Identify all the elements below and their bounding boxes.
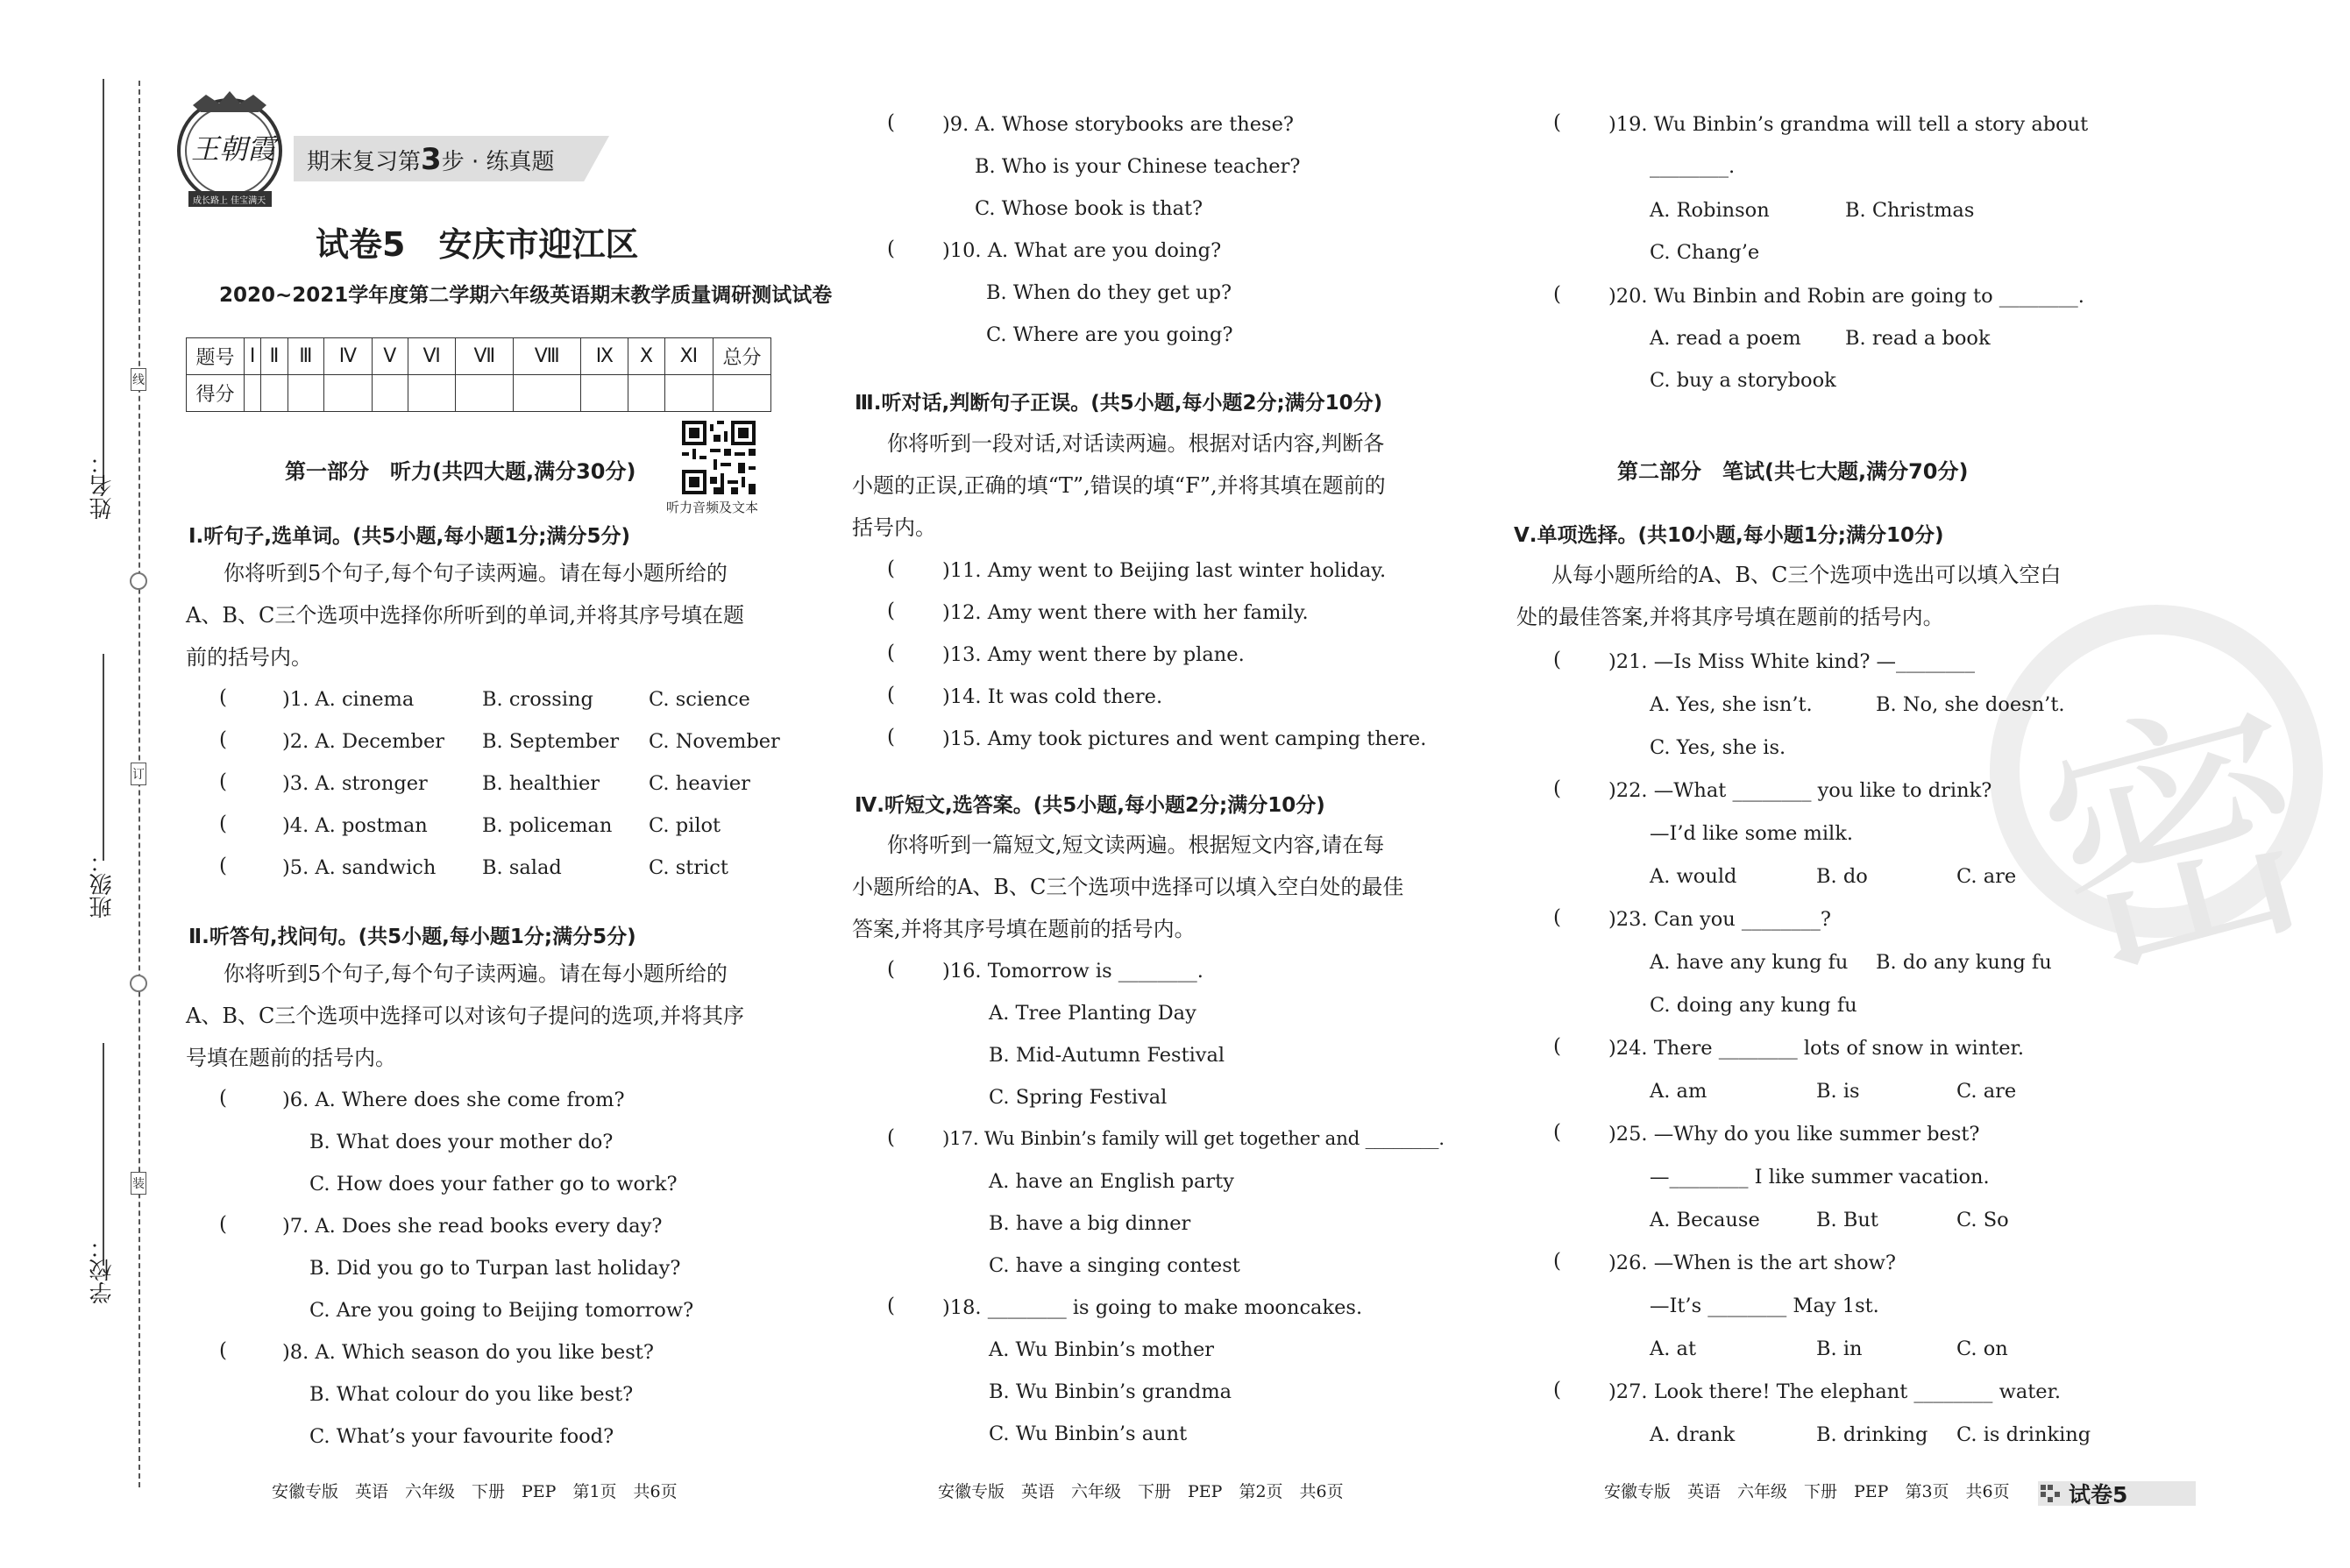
answer-bracket[interactable]: (	[1553, 777, 1561, 800]
option-a: A. would	[1650, 865, 1737, 888]
score-header-cell: Ⅳ	[324, 338, 373, 375]
option-b: B. is	[1816, 1080, 1860, 1103]
score-row-label: 得分	[187, 375, 245, 412]
question-stem: )5. A. sandwich	[282, 856, 437, 879]
question-reply: —I’d like some milk.	[1650, 822, 1853, 845]
question-reply: —________ I like summer vacation.	[1650, 1166, 1990, 1188]
option-b: B. have a big dinner	[989, 1212, 1191, 1235]
score-header-cell: Ⅴ	[372, 338, 408, 375]
option-b: B. Who is your Chinese teacher?	[975, 155, 1301, 178]
question-stem: )23. Can you ________?	[1608, 908, 1831, 931]
answer-bracket[interactable]: (	[219, 1087, 227, 1110]
answer-bracket[interactable]: (	[1553, 649, 1561, 671]
answer-bracket[interactable]: (	[1553, 1035, 1561, 1058]
section4-title: Ⅳ.听短文,选答案。(共5小题,每小题2分;满分10分)	[855, 794, 1325, 817]
score-header-cell: Ⅺ	[664, 338, 713, 375]
option-c: C. Are you going to Beijing tomorrow?	[309, 1299, 694, 1322]
question-stem: )25. —Why do you like summer best?	[1608, 1123, 1980, 1146]
option-c: C. So	[1956, 1209, 2009, 1231]
section4-desc: 答案,并将其序号填在题前的括号内。	[852, 917, 1196, 941]
option-b: B. Wu Binbin’s grandma	[989, 1380, 1232, 1403]
question-stem: )13. Amy went there by plane.	[942, 643, 1245, 666]
option-b: B. No, she doesn’t.	[1876, 693, 2065, 716]
question-stem-cont: ________.	[1650, 155, 1736, 178]
question-stem: )17. Wu Binbin’s family will get together and ________.	[942, 1128, 1445, 1150]
option-a: )9. A. Whose storybooks are these?	[942, 113, 1294, 136]
school-underline	[103, 1043, 104, 1266]
option-a: A. at	[1650, 1337, 1697, 1360]
score-header-cell: Ⅰ	[245, 338, 261, 375]
answer-bracket[interactable]: (	[219, 728, 227, 751]
option-c: C. Chang’e	[1650, 241, 1760, 264]
question-reply: —It’s ________ May 1st.	[1650, 1295, 1879, 1317]
option-c: C. are	[1956, 865, 2017, 888]
answer-bracket[interactable]: (	[219, 686, 227, 709]
section2-title: Ⅱ.听答句,找问句。(共5小题,每小题1分;满分5分)	[188, 926, 636, 948]
score-header-cell: Ⅵ	[408, 338, 456, 375]
answer-bracket[interactable]: (	[887, 726, 895, 749]
option-a: )7. A. Does she read books every day?	[282, 1215, 663, 1238]
answer-bracket[interactable]: (	[219, 812, 227, 835]
option-c: C. Yes, she is.	[1650, 736, 1786, 759]
question-stem: )22. —What ________ you like to drink?	[1608, 779, 1992, 802]
answer-bracket[interactable]: (	[887, 238, 895, 260]
answer-bracket[interactable]: (	[219, 770, 227, 793]
banner-suffix: 步 · 练真题	[441, 149, 555, 175]
binding-hole-icon	[130, 572, 147, 590]
answer-bracket[interactable]: (	[887, 642, 895, 664]
option-c: C. doing any kung fu	[1650, 994, 1857, 1017]
question-stem: )19. Wu Binbin’s grandma will tell a story about	[1608, 113, 2089, 136]
watermark-char: 密	[2013, 660, 2346, 1024]
logo-text: 王朝霞	[191, 132, 276, 166]
score-header-cell: Ⅸ	[581, 338, 628, 375]
section5-desc: 从每小题所给的A、B、C三个选项中选出可以填入空白	[1551, 563, 2062, 587]
question-stem: )12. Amy went there with her family.	[942, 601, 1309, 624]
option-b: B. When do they get up?	[986, 281, 1232, 304]
binding-char-ding: 订	[131, 763, 146, 785]
option-b: B. What does your mother do?	[309, 1131, 614, 1153]
page-footer-1: 安徽专版 英语 六年级 下册 PEP 第1页 共6页	[272, 1482, 678, 1501]
option-c: C. strict	[649, 856, 728, 879]
option-b: B. Did you go to Turpan last holiday?	[309, 1257, 681, 1280]
option-b: B. do any kung fu	[1876, 951, 2052, 974]
binding-hole-icon	[130, 975, 147, 992]
section5-desc: 处的最佳答案,并将其序号填在题前的括号内。	[1516, 605, 1944, 629]
binding-char-xian: 线	[131, 368, 146, 391]
option-b: B. read a book	[1845, 327, 1991, 350]
qr-caption: 听力音频及文本	[666, 500, 759, 515]
option-c: C. on	[1956, 1337, 2008, 1360]
banner-step-number: 3	[421, 142, 442, 177]
score-header-cell: Ⅲ	[288, 338, 323, 375]
option-a: A. Because	[1650, 1209, 1760, 1231]
score-input-cell[interactable]	[372, 375, 408, 412]
option-a: A. am	[1650, 1080, 1707, 1103]
option-a: A. have an English party	[989, 1170, 1234, 1193]
option-c: C. is drinking	[1956, 1423, 2091, 1446]
score-header-cell: Ⅱ	[261, 338, 288, 375]
name-underline	[103, 79, 104, 491]
option-a: A. Robinson	[1650, 199, 1770, 222]
option-c: C. Whose book is that?	[975, 197, 1203, 220]
score-input-cell[interactable]	[324, 375, 373, 412]
section3-desc: 你将听到一段对话,对话读两遍。根据对话内容,判断各	[887, 431, 1385, 456]
option-b: B. What colour do you like best?	[309, 1383, 634, 1406]
answer-bracket[interactable]: (	[887, 1126, 895, 1149]
answer-bracket[interactable]: (	[1553, 111, 1561, 134]
option-b: B. drinking	[1816, 1423, 1928, 1446]
option-c: C. Spring Festival	[989, 1086, 1168, 1109]
question-stem: )2. A. December	[282, 730, 445, 753]
option-a: )6. A. Where does she come from?	[282, 1089, 625, 1111]
question-stem: )24. There ________ lots of snow in winter.	[1608, 1037, 2024, 1060]
option-c: C. How does your father go to work?	[309, 1173, 678, 1196]
exam-subtitle: 2020~2021学年度第二学期六年级英语期末教学质量调研测试试卷	[219, 284, 833, 307]
option-a: A. Yes, she isn’t.	[1650, 693, 1813, 716]
option-b: B. salad	[482, 856, 562, 879]
option-b: B. Christmas	[1845, 199, 1975, 222]
score-input-cell[interactable]	[245, 375, 261, 412]
part1-title: 第一部分 听力(共四大题,满分30分)	[285, 459, 636, 484]
question-stem: )15. Amy took pictures and went camping there.	[942, 727, 1427, 750]
section4-desc: 小题所给的A、B、C三个选项中选择可以填入空白处的最佳	[852, 875, 1404, 899]
option-c: C. What’s your favourite food?	[309, 1425, 614, 1448]
section2-desc: 号填在题前的括号内。	[186, 1046, 396, 1070]
answer-bracket[interactable]: (	[1553, 1379, 1561, 1401]
score-table-row	[187, 338, 771, 375]
option-a: A. Tree Planting Day	[989, 1002, 1196, 1025]
class-underline	[103, 654, 104, 861]
answer-bracket[interactable]: (	[219, 1339, 227, 1362]
option-b: B. September	[482, 730, 620, 753]
option-b: B. policeman	[482, 814, 613, 837]
answer-bracket[interactable]: (	[1553, 1250, 1561, 1273]
option-b: B. Mid-Autumn Festival	[989, 1044, 1225, 1067]
option-a: )8. A. Which season do you like best?	[282, 1341, 654, 1364]
answer-bracket[interactable]: (	[219, 855, 227, 877]
option-c: C. Wu Binbin’s aunt	[989, 1423, 1188, 1445]
section3-desc: 括号内。	[852, 515, 936, 540]
option-c: C. are	[1956, 1080, 2017, 1103]
score-header-cell: Ⅶ	[456, 338, 514, 375]
part2-title: 第二部分 笔试(共七大题,满分70分)	[1617, 459, 1969, 484]
score-table	[186, 337, 771, 412]
option-a: A. have any kung fu	[1650, 951, 1849, 974]
question-stem: )4. A. postman	[282, 814, 428, 837]
score-header-cell: Ⅹ	[628, 338, 664, 375]
name-label: 姓名：	[89, 451, 116, 520]
score-input-cell[interactable]	[456, 375, 514, 412]
option-a: A. read a poem	[1650, 327, 1801, 350]
option-c: C. Where are you going?	[986, 323, 1233, 346]
answer-bracket[interactable]: (	[1553, 906, 1561, 929]
option-b: B. healthier	[482, 772, 600, 795]
brand-logo	[175, 88, 289, 210]
grid-squares-icon	[2041, 1485, 2060, 1502]
question-stem: )14. It was cold there.	[942, 685, 1163, 708]
section4-desc: 你将听到一篇短文,短文读两遍。根据短文内容,请在每	[887, 833, 1385, 857]
section2-desc: 你将听到5个句子,每个句子读两遍。请在每小题所给的	[224, 961, 728, 986]
score-input-cell[interactable]	[514, 375, 581, 412]
answer-bracket[interactable]: (	[1553, 283, 1561, 306]
score-header-cell: Ⅷ	[514, 338, 581, 375]
question-stem: )26. —When is the art show?	[1608, 1252, 1896, 1274]
page-footer-2: 安徽专版 英语 六年级 下册 PEP 第2页 共6页	[938, 1482, 1344, 1501]
section1-desc: 前的括号内。	[186, 645, 312, 670]
logo-motto: 成长路上 佳宝满天	[193, 196, 266, 206]
score-table-row	[187, 375, 771, 412]
section1-title: Ⅰ.听句子,选单词。(共5小题,每小题1分;满分5分)	[188, 525, 631, 548]
option-b: B. in	[1816, 1337, 1863, 1360]
option-c: C. have a singing contest	[989, 1254, 1240, 1277]
option-c: C. science	[649, 688, 750, 711]
step-banner-text	[307, 142, 554, 177]
option-c: C. pilot	[649, 814, 721, 837]
binding-char-zhuang: 装	[131, 1172, 146, 1195]
answer-bracket[interactable]: (	[887, 557, 895, 580]
exam-title: 试卷5 安庆市迎江区	[316, 225, 639, 264]
score-input-cell[interactable]	[261, 375, 288, 412]
question-stem: )20. Wu Binbin and Robin are going to ________.	[1608, 285, 2084, 308]
option-b: B. do	[1816, 865, 1868, 888]
question-stem: )11. Amy went to Beijing last winter holiday.	[942, 559, 1387, 582]
answer-bracket[interactable]: (	[887, 958, 895, 981]
option-b: B. But	[1816, 1209, 1878, 1231]
class-label: 班级：	[89, 850, 116, 919]
page-footer-3: 安徽专版 英语 六年级 下册 PEP 第3页 共6页	[1604, 1482, 2010, 1501]
score-input-cell[interactable]	[628, 375, 664, 412]
score-header-cell: 题号	[187, 338, 245, 375]
qr-code-icon[interactable]	[682, 421, 756, 494]
question-stem: )21. —Is Miss White kind? —________	[1608, 650, 1976, 673]
option-c: C. November	[649, 730, 780, 753]
section5-title: Ⅴ.单项选择。(共10小题,每小题1分;满分10分)	[1514, 524, 1944, 547]
answer-bracket[interactable]: (	[887, 111, 895, 134]
question-stem: )16. Tomorrow is ________.	[942, 960, 1203, 983]
score-input-cell[interactable]	[288, 375, 323, 412]
exam-number-badge: 试卷5	[2069, 1482, 2128, 1508]
option-a: A. Wu Binbin’s mother	[989, 1338, 1215, 1361]
score-input-cell[interactable]	[408, 375, 456, 412]
answer-bracket[interactable]: (	[219, 1213, 227, 1236]
score-input-cell[interactable]	[581, 375, 628, 412]
option-c: C. heavier	[649, 772, 750, 795]
question-stem: )1. A. cinema	[282, 688, 415, 711]
question-stem: )27. Look there! The elephant ________ water.	[1608, 1380, 2062, 1403]
section3-desc: 小题的正误,正确的填“T”,错误的填“F”,并将其填在题前的	[852, 473, 1386, 498]
score-header-cell: 总分	[714, 338, 771, 375]
school-label: 学校：	[89, 1236, 116, 1304]
answer-bracket[interactable]: (	[887, 1295, 895, 1317]
option-b: B. crossing	[482, 688, 593, 711]
score-input-cell[interactable]	[664, 375, 713, 412]
answer-bracket[interactable]: (	[887, 600, 895, 622]
question-stem: )3. A. stronger	[282, 772, 428, 795]
section3-title: Ⅲ.听对话,判断句子正误。(共5小题,每小题2分;满分10分)	[855, 392, 1383, 415]
option-a: A. drank	[1650, 1423, 1736, 1446]
answer-bracket[interactable]: (	[1553, 1121, 1561, 1144]
answer-bracket[interactable]: (	[887, 684, 895, 706]
option-a: )10. A. What are you doing?	[942, 239, 1222, 262]
option-c: C. buy a storybook	[1650, 369, 1836, 392]
section1-desc: 你将听到5个句子,每个句子读两遍。请在每小题所给的	[224, 561, 728, 585]
score-input-cell[interactable]	[714, 375, 771, 412]
section1-desc: A、B、C三个选项中选择你所听到的单词,并将其序号填在题	[186, 603, 744, 628]
question-stem: )18. ________ is going to make mooncakes.	[942, 1296, 1363, 1319]
banner-prefix: 期末复习第	[307, 149, 422, 175]
section2-desc: A、B、C三个选项中选择可以对该句子提问的选项,并将其序	[186, 1004, 744, 1028]
